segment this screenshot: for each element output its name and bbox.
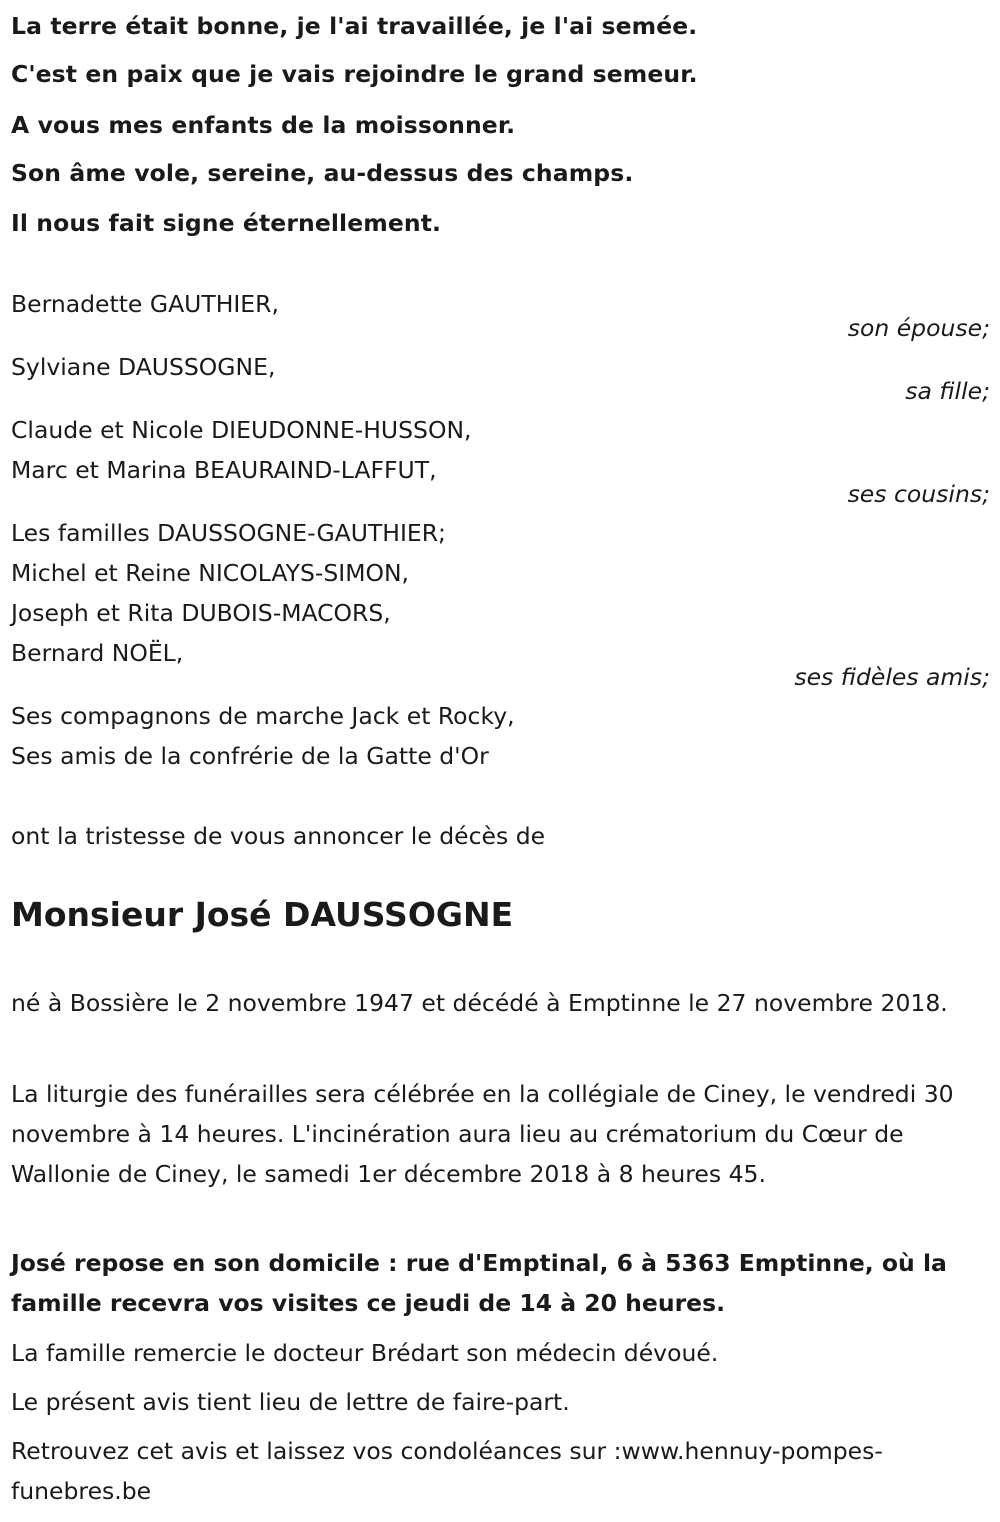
mourner-friend: Bernard NOËL, bbox=[11, 639, 184, 667]
thanks-paragraph: La famille remercie le docteur Brédart son médecin dévoué. bbox=[11, 1339, 719, 1367]
mourner-wife-name: Bernadette GAUTHIER, bbox=[11, 290, 279, 318]
announcement-text: ont la tristesse de vous annoncer le décès de bbox=[11, 822, 546, 850]
mourner-wife-role: son épouse; bbox=[847, 314, 990, 342]
mourner-cousin: Marc et Marina BEAURAIND-LAFFUT, bbox=[11, 456, 437, 484]
birth-death-paragraph: né à Bossière le 2 novembre 1947 et décédé à Emptinne le 27 novembre 2018. bbox=[11, 989, 948, 1017]
poem-line-5: Il nous fait signe éternellement. bbox=[11, 209, 442, 237]
funeral-paragraph: La liturgie des funérailles sera célébrée en la collégiale de Ciney, le vendredi 30 novembre à 14 heures. L'incinération aura lieu au crématorium du Cœur de Wallonie de Ciney, le samedi 1er décembre 2018 à 8 heures 45. bbox=[11, 1080, 954, 1188]
notice-paragraph: Le présent avis tient lieu de lettre de faire-part. bbox=[11, 1388, 570, 1416]
deceased-name: Monsieur José DAUSSOGNE bbox=[11, 895, 514, 934]
mourner-friends-role: ses fidèles amis; bbox=[794, 663, 990, 691]
poem-line-4: Son âme vole, sereine, au-dessus des champs. bbox=[11, 159, 634, 187]
mourner-other: Ses compagnons de marche Jack et Rocky, bbox=[11, 702, 515, 730]
mourner-friend: Joseph et Rita DUBOIS-MACORS, bbox=[11, 599, 391, 627]
mourner-daughter-role: sa fille; bbox=[905, 377, 990, 405]
poem-line-1: La terre était bonne, je l'ai travaillée, je l'ai semée. bbox=[11, 12, 698, 40]
mourner-cousin: Claude et Nicole DIEUDONNE-HUSSON, bbox=[11, 416, 472, 444]
mourner-friend: Les familles DAUSSOGNE-GAUTHIER; bbox=[11, 519, 446, 547]
visitation-paragraph: José repose en son domicile : rue d'Emptinal, 6 à 5363 Emptinne, où la famille recevra vos visites ce jeudi de 14 à 20 heures. bbox=[11, 1249, 947, 1317]
poem-line-3: A vous mes enfants de la moissonner. bbox=[11, 111, 516, 139]
mourner-other: Ses amis de la confrérie de la Gatte d'Or bbox=[11, 742, 489, 770]
poem-line-2: C'est en paix que je vais rejoindre le grand semeur. bbox=[11, 60, 698, 88]
mourner-cousins-role: ses cousins; bbox=[847, 480, 990, 508]
condolences-paragraph: Retrouvez cet avis et laissez vos condoléances sur :www.hennuy-pompes-funebres.be bbox=[11, 1437, 883, 1505]
mourner-daughter-name: Sylviane DAUSSOGNE, bbox=[11, 353, 276, 381]
mourner-friend: Michel et Reine NICOLAYS-SIMON, bbox=[11, 559, 410, 587]
